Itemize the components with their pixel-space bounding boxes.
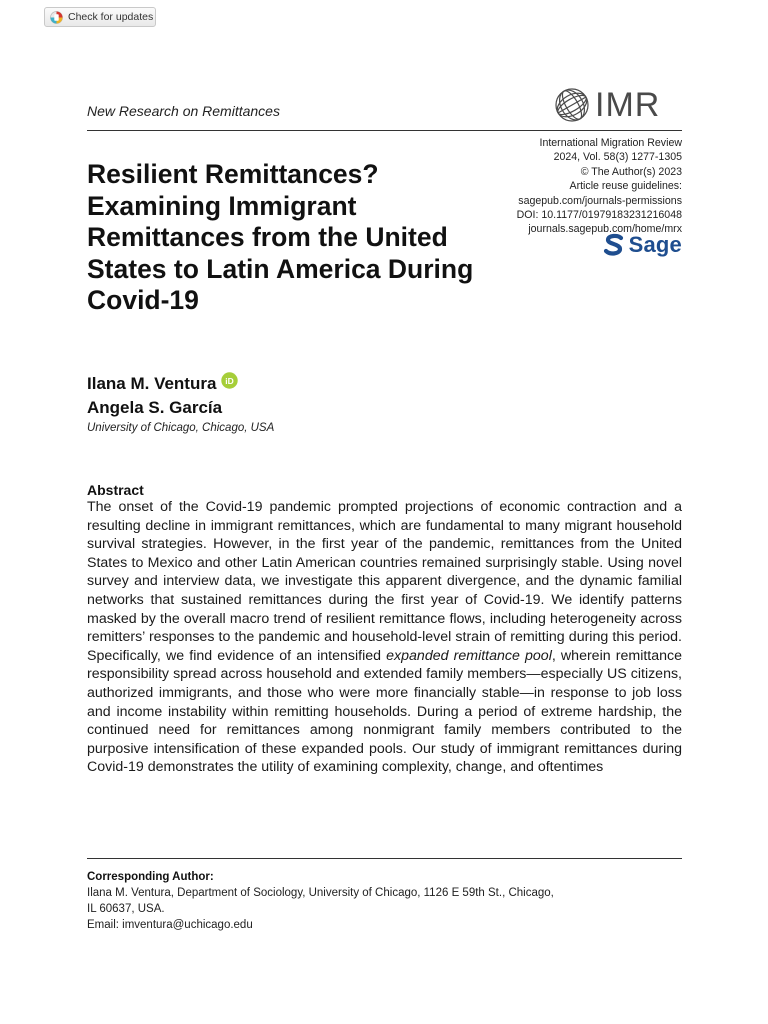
journal-name: International Migration Review — [539, 137, 682, 149]
article-title: Resilient Remittances? Examining Immigrant Remittances from the United States to Latin America During Covid-19 — [87, 159, 474, 315]
corresponding-author-block — [87, 869, 554, 933]
author-1 — [87, 372, 274, 396]
journal-logo-text: IMR — [595, 86, 661, 124]
permissions-link[interactable]: sagepub.com/journals-permissions — [518, 194, 682, 207]
sage-s-icon — [603, 233, 625, 257]
author-name: Angela S. García — [87, 398, 223, 417]
author-name: Ilana M. Ventura — [87, 374, 217, 393]
check-for-updates-button[interactable] — [44, 7, 156, 27]
journal-logo — [553, 86, 660, 124]
volume-info: 2024, Vol. 58(3) 1277-1305 — [553, 151, 682, 164]
abstract-text-part: , wherein remittance responsibility spread across household and extended family members—especially US citizens, authorized immigrants, and those who were more financially stable—in response to job loss and income instability within remitting households. During a period of extreme hardship, the continued need for remittances among nonmigrant family members contributed to the purposive intensification of these expanded pools. Our study of immigrant remittances during Covid-19 demonstrates the utility of examining complexity, change, and oftentimes — [87, 647, 682, 776]
footer-divider — [87, 858, 682, 859]
orcid-icon[interactable] — [221, 372, 238, 396]
corresponding-address: Ilana M. Ventura, Department of Sociology, University of Chicago, 1126 E 59th St., Chicago, — [87, 887, 554, 899]
corresponding-author-label: Corresponding Author: — [87, 871, 214, 883]
check-for-updates-label: Check for updates — [68, 11, 154, 23]
publisher-name: Sage — [628, 232, 682, 257]
series-title: New Research on Remittances — [87, 103, 280, 119]
reuse-label: Article reuse guidelines: — [569, 180, 682, 193]
abstract-heading: Abstract — [87, 482, 144, 498]
abstract-emphasis: expanded remittance pool — [386, 647, 552, 664]
svg-text:iD: iD — [225, 376, 235, 386]
crossmark-icon — [50, 11, 63, 24]
globe-icon — [553, 86, 591, 124]
doi-link[interactable]: DOI: 10.1177/01979183231216048 — [516, 209, 682, 222]
affiliation: University of Chicago, Chicago, USA — [87, 422, 275, 434]
abstract-text-part: The onset of the Covid-19 pandemic prompted projections of economic contraction and a resulting decline in immigrant remittances, which are fundamental to many migrant household survival strategies. However, in the first year of the pandemic, remittances from the United States to Mexico and other Latin American countries remained surprisingly stable. Using novel survey and interview data, we investigate this apparent divergence, and the dynamic familial networks that sustained remittances during the first year of Covid-19. We identify patterns masked by the overall macro trend of resilient remittance flows, including heterogeneity across remitters’ responses to the pandemic and household-level strain of remitting during this period. Specifically, we find evidence of an intensified — [87, 499, 682, 664]
author-2 — [87, 396, 274, 420]
header-divider — [87, 130, 682, 131]
publisher-logo — [603, 232, 682, 258]
abstract-text — [87, 498, 682, 777]
article-metadata — [517, 136, 682, 237]
copyright: © The Author(s) 2023 — [580, 165, 682, 178]
author-block — [87, 372, 274, 434]
journal-homepage-link[interactable]: journals.sagepub.com/home/mrx — [528, 223, 682, 236]
corresponding-address: IL 60637, USA. — [87, 903, 165, 915]
corresponding-email[interactable]: Email: imventura@uchicago.edu — [87, 919, 253, 931]
